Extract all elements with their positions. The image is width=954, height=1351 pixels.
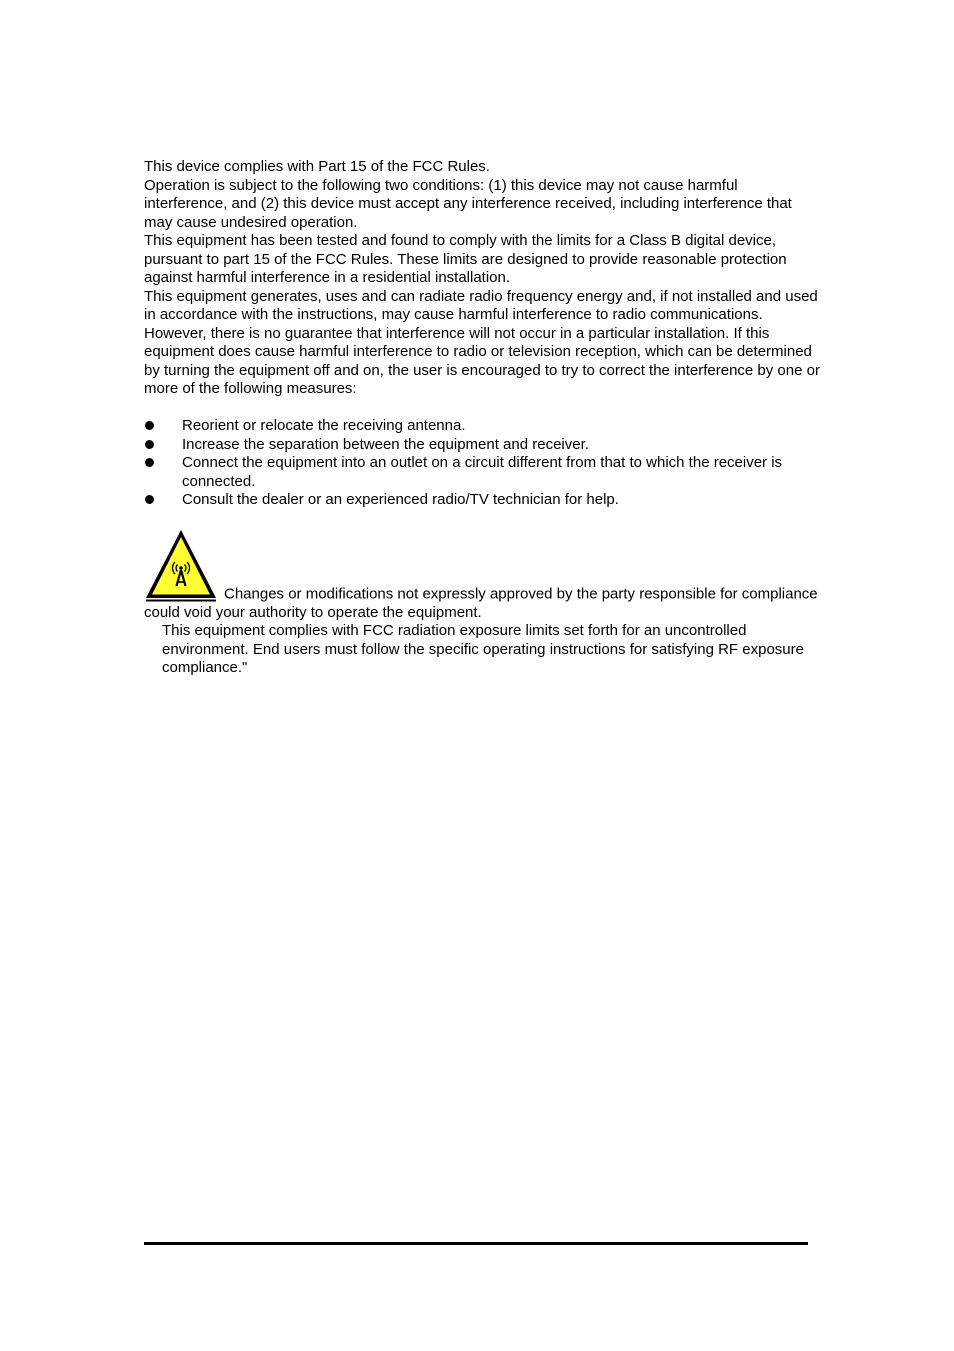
warning-paragraph xyxy=(144,528,824,623)
list-item xyxy=(144,491,824,510)
fcc-statement xyxy=(144,158,824,678)
bullet-icon xyxy=(145,495,154,504)
fcc-paragraph-class-b: This equipment has been tested and found to comply with the limits for a Class B digital device, pursuant to part 15 of the FCC Rules. These limits are designed to provide reasonable protection against harmful interference in a residential installation. xyxy=(144,232,787,286)
bullet-icon xyxy=(145,458,154,467)
fcc-paragraph-conditions: Operation is subject to the following two conditions: (1) this device may not cause harmful interference, and (2) this device must accept any interference received, including interference that may cause undesired operation. xyxy=(144,176,792,231)
fcc-paragraph-compliance: This device complies with Part 15 of the FCC Rules. xyxy=(144,158,490,175)
measure-text: Consult the dealer or an experienced radio/TV technician for help. xyxy=(182,491,619,508)
measure-text: Connect the equipment into an outlet on a circuit different from that to which the receiver is connected. xyxy=(182,454,783,490)
bullet-icon xyxy=(145,440,154,449)
exposure-paragraph: This equipment complies with FCC radiation exposure limits set forth for an uncontrolled environment. End users must follow the specific operating instructions for satisfying RF exposure compliance." xyxy=(162,622,804,676)
warning-block xyxy=(144,528,824,678)
rf-radiation-warning-icon xyxy=(144,528,218,602)
measure-text: Reorient or relocate the receiving antenna. xyxy=(182,417,466,434)
footer-rule xyxy=(144,1242,808,1245)
measures-list xyxy=(144,417,824,510)
list-item xyxy=(144,454,824,491)
measure-text: Increase the separation between the equipment and receiver. xyxy=(182,435,589,453)
warning-text: Changes or modifications not expressly approved by the party responsible for compliance could void your authority to operate the equipment. xyxy=(144,585,818,621)
list-item xyxy=(144,417,824,436)
bullet-icon xyxy=(145,421,154,430)
list-item xyxy=(144,436,824,455)
fcc-paragraph-rf-energy: This equipment generates, uses and can radiate radio frequency energy and, if not installed and used in accordance with the instructions, may cause harmful interference to radio communications. However, there is no guarantee that interference will not occur in a particular installation. If this equipment does cause harmful interference to radio or television reception, which can be determined by turning the equipment off and on, the user is encouraged to try to correct the interference by one or more of the following measures: xyxy=(144,287,820,397)
